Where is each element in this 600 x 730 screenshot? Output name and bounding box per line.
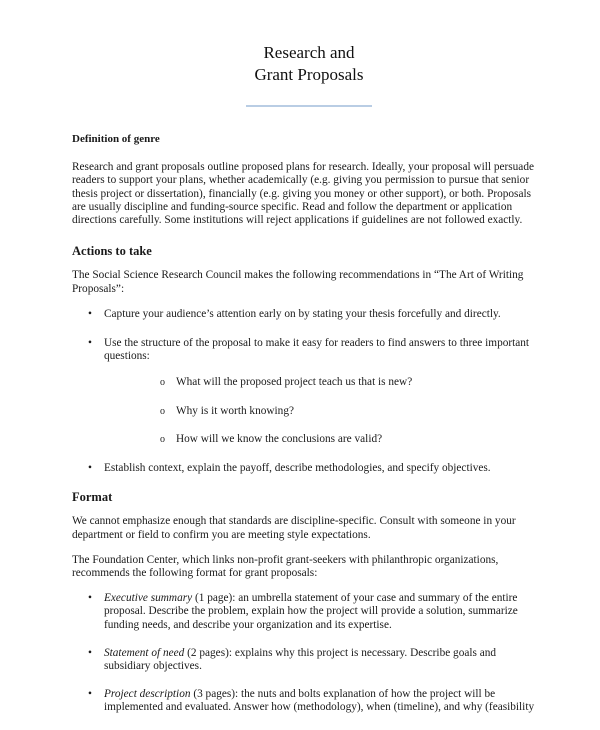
- format-list: [72, 592, 542, 714]
- format-description: (3 pages): the nuts and bolts explanation of how the project will be implemented and evaluated. Answer how (methodology), when (timeline), and why (feasibility: [104, 688, 535, 714]
- questions-list: [104, 376, 542, 446]
- format-paragraph-1: We cannot emphasize enough that standards are discipline-specific. Consult with someone in your department or field to confirm you are meeting style expectations.: [72, 515, 516, 541]
- format-term: Project description: [104, 688, 191, 701]
- actions-heading: Actions to take: [72, 244, 152, 259]
- document-title: [0, 42, 600, 86]
- bullet-text: Establish context, explain the payoff, describe methodologies, and specify objectives.: [104, 462, 491, 475]
- list-item: [72, 592, 542, 632]
- definition-heading: Definition of genre: [72, 133, 160, 145]
- definition-paragraph: Research and grant proposals outline proposed plans for research. Ideally, your proposal will persuade readers to support your plans, whether academically (e.g. giving you permission to pursue that senior thesis project or dissertation), financially (e.g. giving you money or other support), or both. Proposals are usually discipline and funding-source specific. Read and follow the department or application directions carefully. Some institutions will reject applications if guidelines are not followed exactly.: [72, 161, 534, 227]
- actions-list: [72, 308, 542, 475]
- list-item: [72, 462, 542, 475]
- document-body: [72, 133, 542, 730]
- list-item: [72, 337, 542, 446]
- format-paragraph-2: The Foundation Center, which links non-profit grant-seekers with philanthropic organizations, recommends the following format for grant proposals:: [72, 553, 499, 580]
- title-line-1: Research and: [263, 43, 355, 62]
- format-term: Executive summary: [104, 592, 193, 605]
- list-item: [72, 647, 542, 673]
- format-description: (1 page): an umbrella statement of your case and summary of the entire proposal. Describe the problem, explain how the project will provide a solution, summarize funding needs, and describe your organization and its expertise.: [104, 592, 518, 631]
- format-term: Statement of need: [104, 646, 185, 659]
- sub-list-item: o Why is it worth knowing?: [104, 405, 542, 418]
- list-item: [72, 688, 542, 714]
- actions-intro: The Social Science Research Council makes the following recommendations in “The Art of Writing Proposals”:: [72, 269, 524, 295]
- bullet-text: Use the structure of the proposal to make it easy for readers to find answers to three important questions:: [104, 337, 530, 363]
- format-heading: Format: [72, 490, 113, 505]
- title-line-2: Grant Proposals: [254, 65, 364, 84]
- title-underline: [246, 105, 372, 107]
- list-item: [72, 308, 542, 321]
- bullet-text: Capture your audience’s attention early on by stating your thesis forcefully and directly.: [104, 307, 501, 320]
- sub-list-item: o What will the proposed project teach us that is new?: [104, 376, 542, 389]
- sub-list-item: o How will we know the conclusions are valid?: [104, 433, 542, 446]
- format-description: (2 pages): explains why this project is necessary. Describe goals and subsidiary objectives.: [104, 646, 497, 673]
